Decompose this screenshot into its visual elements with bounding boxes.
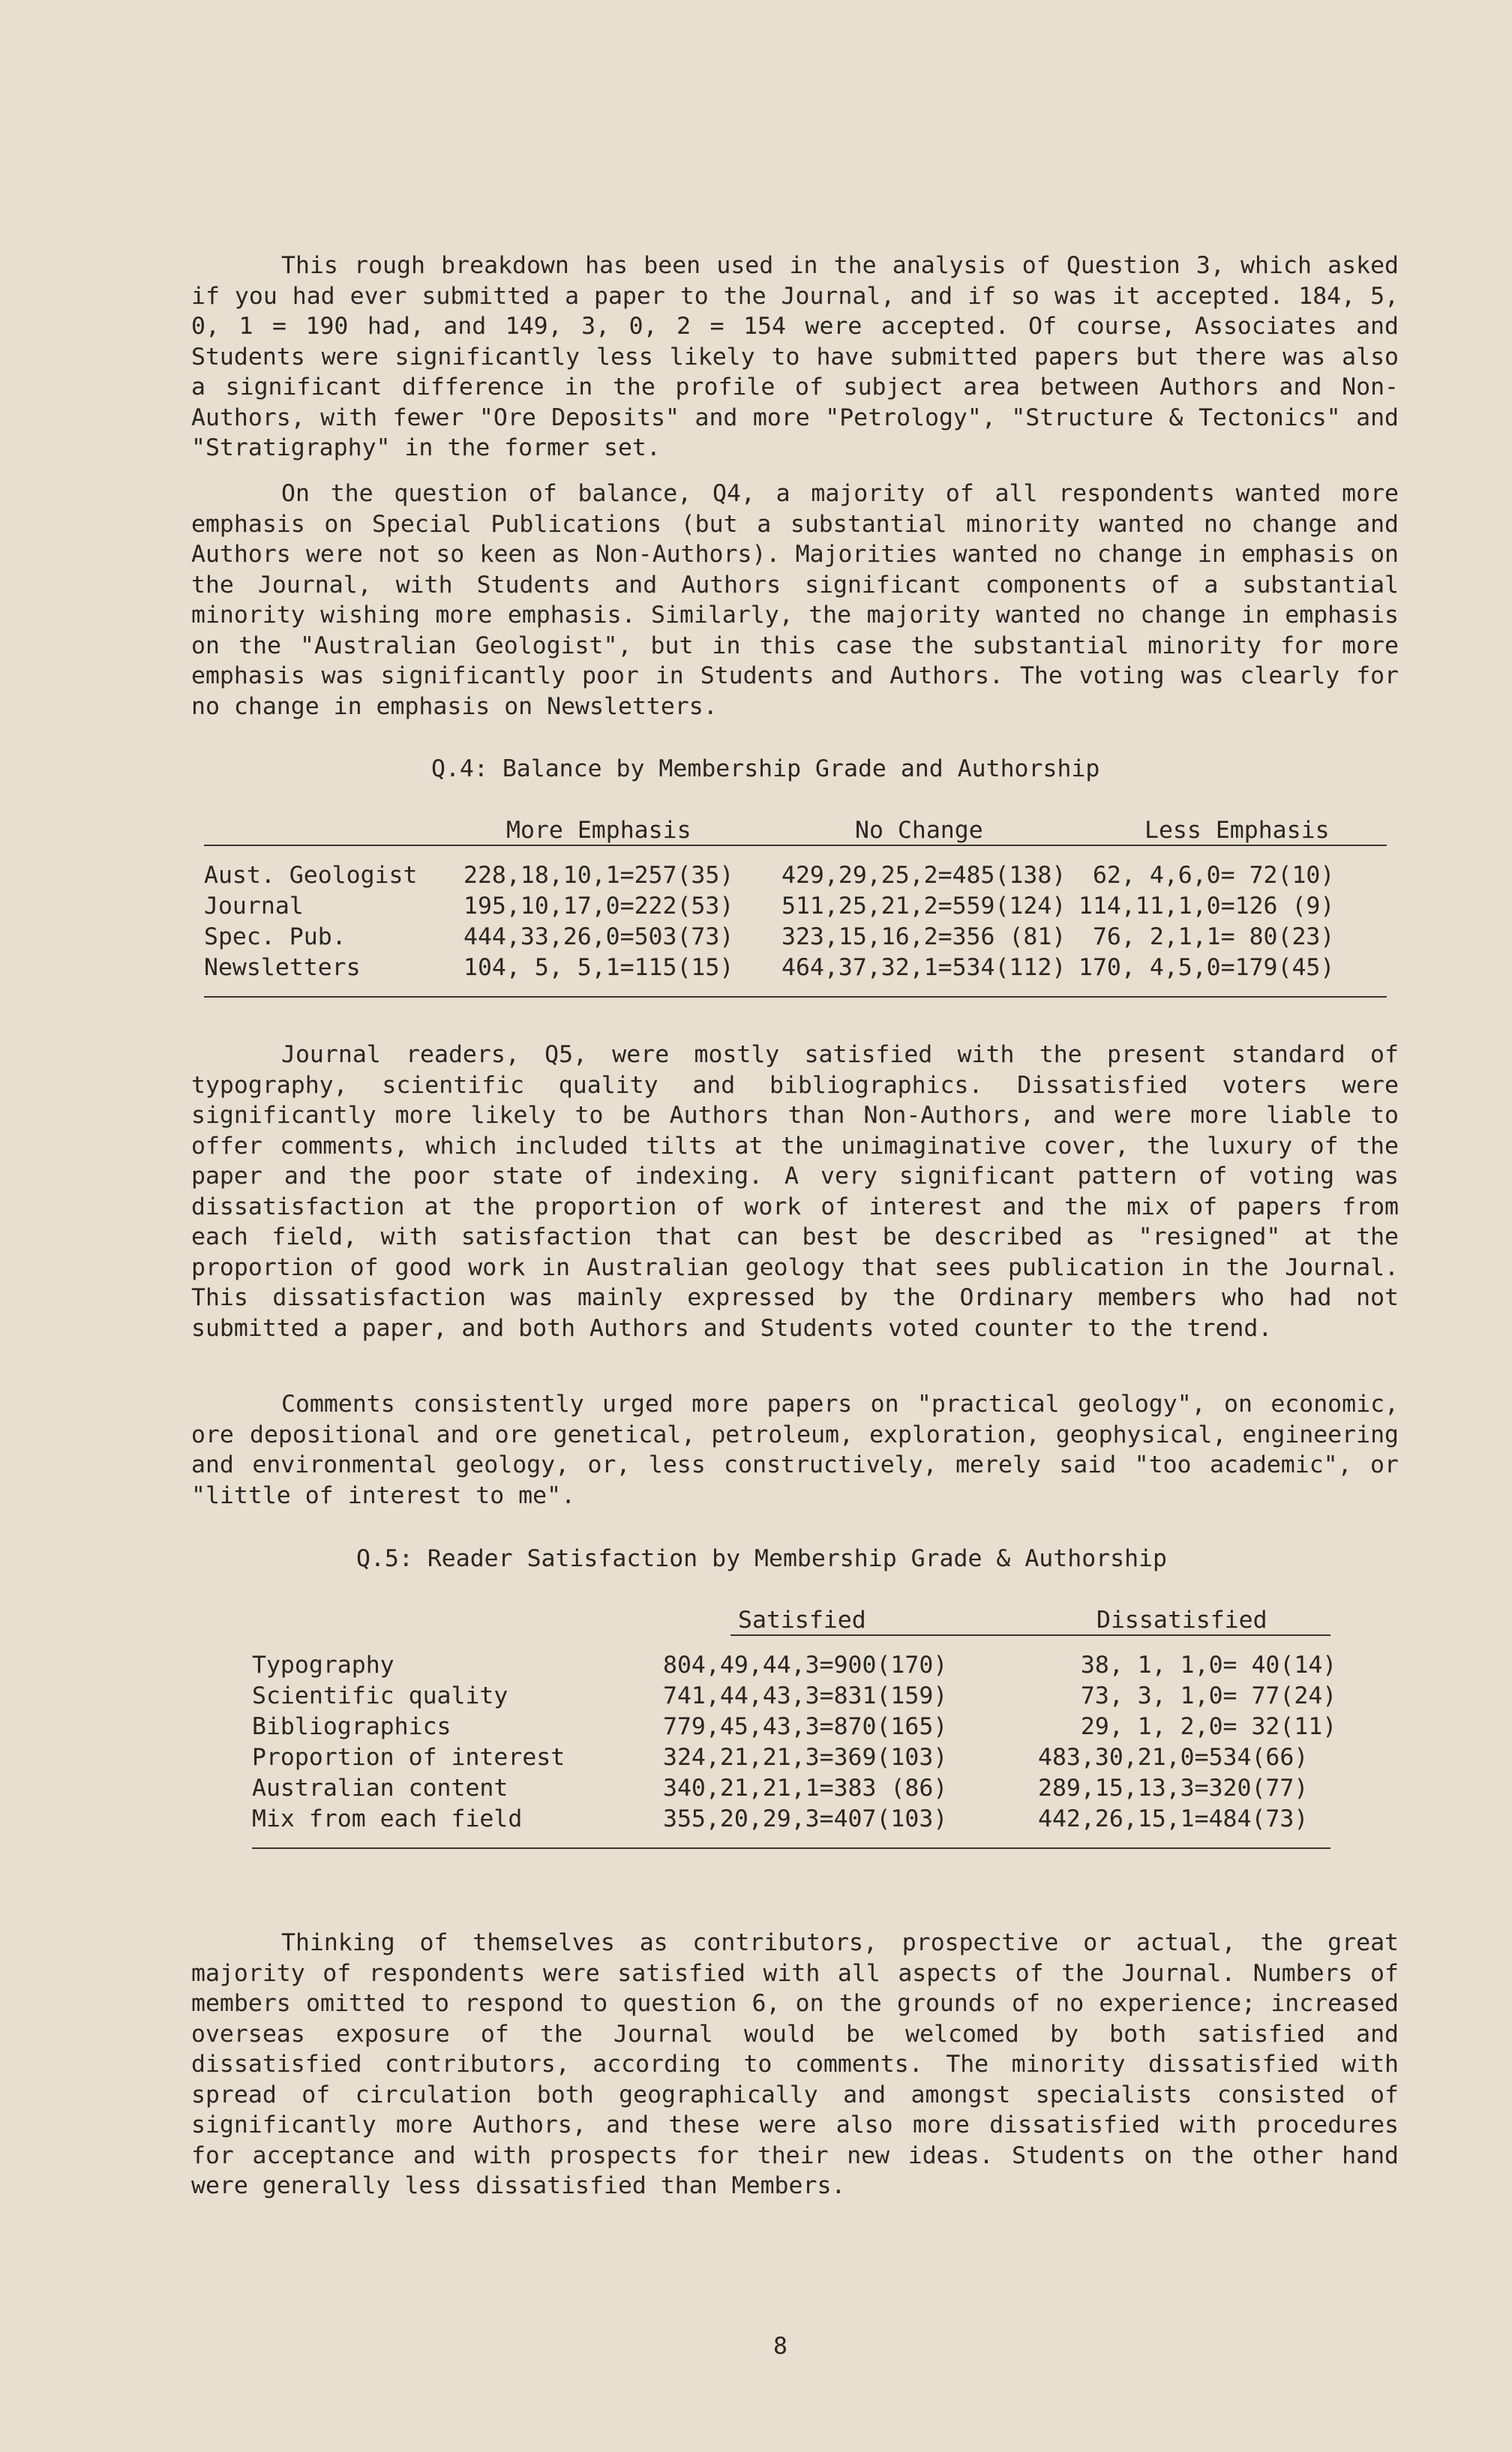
table-q5-header-rule [730,1634,1330,1636]
table-row [252,1804,1332,1835]
header-no-change: No Change [855,817,983,844]
row-label: Australian content [252,1775,508,1802]
cell-satisfied: 804,49,44,3=900(170) [663,1652,948,1679]
row-label: Typography [252,1652,394,1679]
header-less-emphasis: Less Emphasis [1144,817,1330,844]
cell-dissatisfied: 73, 3, 1,0= 77(24) [1038,1682,1337,1709]
header-dissatisfied: Dissatisfied [1096,1607,1268,1634]
row-label: Aust. Geologist [204,862,418,889]
cell-no-change: 429,29,25,2=485(138) [782,862,1066,889]
table-row [204,860,1386,891]
cell-satisfied: 355,20,29,3=407(103) [663,1805,948,1832]
table-row [204,922,1386,953]
table-row [252,1712,1337,1742]
table-row [252,1650,1337,1681]
table-header-row [252,1605,1332,1636]
table-q5 [252,1605,1337,1832]
cell-satisfied: 340,21,21,1=383 (86) [663,1775,948,1802]
cell-dissatisfied: 38, 1, 1,0= 40(14) [1038,1652,1337,1679]
cell-no-change: 511,25,21,2=559(124) [782,893,1066,920]
paragraph-question-3: This rough breakdown has been used in the analysis of Question 3, which asked if you had ever submitted a paper to the Journal, and if so was it accepted. 184, 5, 0, 1 = 190 had, and 149, 3, 0, 2 = 154 were accepted. Of course, Associates and Students were significantly less likely to have submitted papers but there was also a significant difference in the profile of subject area between Authors and Non-Authors, with fewer "Ore Deposits" and more "Petrology", "Structure & Tectonics" and "Stratigraphy" in the former set. [191,252,1399,461]
table-row [252,1742,1332,1773]
cell-more-emphasis: 444,33,26,0=503(73) [464,923,734,950]
table-q4-bottom-rule [204,996,1387,998]
cell-dissatisfied: 289,15,13,3=320(77) [1038,1775,1309,1802]
paragraph-question-5: Journal readers, Q5, were mostly satisfied with the present standard of typography, scientific quality and bibliographics. Dissatisfied voters were significantly more likely to be Authors than Non-Authors, and were more liable to offer comments, which included tilts at the unimaginative cover, the luxury of the paper and the poor state of indexing. A very significant pattern of voting was dissatisfaction at the proportion of work of interest and the mix of papers from each field, with satisfaction that can best be described as "resigned" at the proportion of good work in Australian geology that sees publication in the Journal. This dissatisfaction was mainly expressed by the Ordinary members who had not submitted a paper, and both Authors and Students voted counter to the trend. [191,1041,1399,1342]
cell-less-emphasis: 170, 4,5,0=179(45) [1078,954,1335,981]
table-row [204,891,1386,922]
table-q4-header-rule [204,845,1387,846]
table-q4-title: Q.4: Balance by Membership Grade and Authorship [431,755,1100,782]
cell-dissatisfied: 29, 1, 2,0= 32(11) [1038,1713,1337,1740]
page-number: 8 [773,2333,788,2360]
cell-more-emphasis: 104, 5, 5,1=115(15) [464,954,734,981]
cell-no-change: 323,15,16,2=356 (81) [782,923,1066,950]
row-label: Scientific quality [252,1682,508,1709]
table-header-row [204,815,1386,846]
cell-dissatisfied: 483,30,21,0=534(66) [1038,1744,1309,1771]
paragraph-comments: Comments consistently urged more papers on "practical geology", on economic, ore depositional and ore genetical, petroleum, exploration, geophysical, engineering and environmental geology, or, less constructively, merely said "too academic", or "little of interest to me". [191,1391,1399,1509]
table-q4 [204,815,1386,981]
cell-more-emphasis: 195,10,17,0=222(53) [464,893,734,920]
cell-satisfied: 741,44,43,3=831(159) [663,1682,948,1709]
row-label: Bibliographics [252,1713,452,1740]
row-label: Journal [204,893,304,920]
table-row [252,1681,1337,1712]
header-more-emphasis: More Emphasis [506,817,692,844]
cell-less-emphasis: 62, 4,6,0= 72(10) [1078,862,1335,889]
header-satisfied: Satisfied [738,1607,866,1634]
paragraph-question-4: On the question of balance, Q4, a majority of all respondents wanted more emphasis on Special Publications (but a substantial minority wanted no change and Authors were not so keen as Non-Authors). Majorities wanted no change in emphasis on the Journal, with Students and Authors significant components of a substantial minority wishing more emphasis. Similarly, the majority wanted no change in emphasis on the "Australian Geologist", but in this case the substantial minority for more emphasis was significantly poor in Students and Authors. The voting was clearly for no change in emphasis on Newsletters. [191,480,1399,720]
table-row [252,1773,1332,1804]
row-label: Mix from each field [252,1805,523,1832]
cell-no-change: 464,37,32,1=534(112) [782,954,1066,981]
cell-more-emphasis: 228,18,10,1=257(35) [464,862,734,889]
row-label: Newsletters [204,954,361,981]
table-row [204,953,1386,983]
cell-satisfied: 779,45,43,3=870(165) [663,1713,948,1740]
table-q5-bottom-rule [252,1847,1330,1849]
row-label: Spec. Pub. [204,923,346,950]
cell-dissatisfied: 442,26,15,1=484(73) [1038,1805,1309,1832]
table-q5-title: Q.5: Reader Satisfaction by Membership Grade & Authorship [356,1545,1167,1572]
cell-satisfied: 324,21,21,3=369(103) [663,1744,948,1771]
cell-less-emphasis: 76, 2,1,1= 80(23) [1078,923,1335,950]
row-label: Proportion of interest [252,1744,566,1771]
cell-less-emphasis: 114,11,1,0=126 (9) [1078,893,1335,920]
paragraph-question-6: Thinking of themselves as contributors, prospective or actual, the great majority of respondents were satisfied with all aspects of the Journal. Numbers of members omitted to respond to question 6, on the grounds of no experience; increased overseas exposure of the Journal would be welcomed by both satisfied and dissatisfied contributors, according to comments. The minority dissatisfied with spread of circulation both geographically and amongst specialists consisted of significantly more Authors, and these were also more dissatisfied with procedures for acceptance and with prospects for their new ideas. Students on the other hand were generally less dissatisfied than Members. [191,1929,1399,2199]
